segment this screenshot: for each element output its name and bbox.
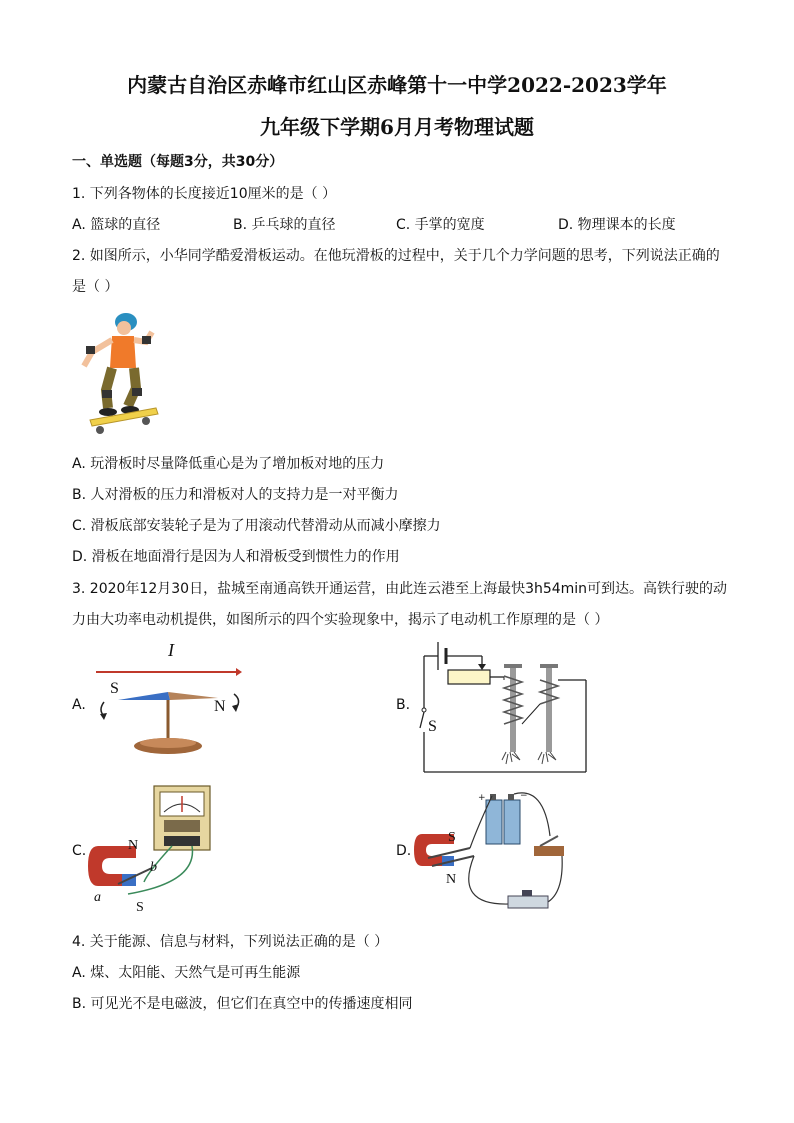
svg-text:+: + xyxy=(478,793,486,803)
question-2-stem-line-2: 是（ ） xyxy=(72,279,119,295)
needle-s-label: S xyxy=(110,680,119,697)
page-title-line-2: 九年级下学期6月月考物理试题 xyxy=(260,115,534,139)
galvanometer-magnet-figure xyxy=(88,782,228,912)
question-4-stem: 4. 关于能源、信息与材料，下列说法正确的是（ ） xyxy=(72,934,389,950)
magnet-s-label: S xyxy=(136,900,144,915)
skateboarder-figure xyxy=(74,308,164,438)
question-1-option-d: D. 物理课本的长度 xyxy=(558,217,676,233)
electromagnet-circuit-figure xyxy=(418,636,598,776)
question-3-option-c-letter: C. xyxy=(72,843,87,859)
current-label: I xyxy=(168,640,174,660)
rod-a-label: a xyxy=(94,890,101,905)
magnet-d-s-label: S xyxy=(448,830,456,845)
motor-principle-circuit-figure xyxy=(414,786,574,916)
question-3-option-d-letter: D. xyxy=(396,843,412,859)
question-2-stem-line-1: 2. 如图所示，小华同学酷爱滑板运动。在他玩滑板的过程中，关于几个力学问题的思考，下列说法正确的 xyxy=(72,248,720,264)
svg-text:−: − xyxy=(520,791,528,801)
rod-b-label: b xyxy=(150,860,157,875)
switch-s-label: S xyxy=(428,718,437,735)
question-3-option-b-letter: B. xyxy=(396,697,411,713)
section-heading: 一、单选题（每题3分，共30分） xyxy=(72,154,284,170)
question-3-option-a-letter: A. xyxy=(72,697,86,713)
question-3-stem-line-2: 力由大功率电动机提供，如图所示的四个实验现象中，揭示了电动机工作原理的是（ ） xyxy=(72,612,609,628)
question-1-option-c: C. 手掌的宽度 xyxy=(396,217,485,233)
question-2-option-a: A. 玩滑板时尽量降低重心是为了增加板对地的压力 xyxy=(72,456,385,472)
question-1-stem: 1. 下列各物体的长度接近10厘米的是（ ） xyxy=(72,186,337,202)
question-2-option-b: B. 人对滑板的压力和滑板对人的支持力是一对平衡力 xyxy=(72,487,399,503)
needle-n-label: N xyxy=(214,698,226,715)
page-title-line-1: 内蒙古自治区赤峰市红山区赤峰第十一中学2022-2023学年 xyxy=(127,73,667,97)
question-2-option-c: C. 滑板底部安装轮子是为了用滚动代替滑动从而减小摩擦力 xyxy=(72,518,441,534)
question-1-option-a: A. 篮球的直径 xyxy=(72,217,161,233)
question-3-stem-line-1: 3. 2020年12月30日，盐城至南通高铁开通运营，由此连云港至上海最快3h54min可到达。高铁行驶的动 xyxy=(72,581,728,597)
question-4-option-a: A. 煤、太阳能、天然气是可再生能源 xyxy=(72,965,301,981)
question-2-option-d: D. 滑板在地面滑行是因为人和滑板受到惯性力的作用 xyxy=(72,549,400,565)
magnet-n-label: N xyxy=(128,838,139,853)
question-4-option-b: B. 可见光不是电磁波，但它们在真空中的传播速度相同 xyxy=(72,996,413,1012)
question-1-option-b: B. 乒乓球的直径 xyxy=(233,217,336,233)
magnet-d-n-label: N xyxy=(446,872,457,887)
